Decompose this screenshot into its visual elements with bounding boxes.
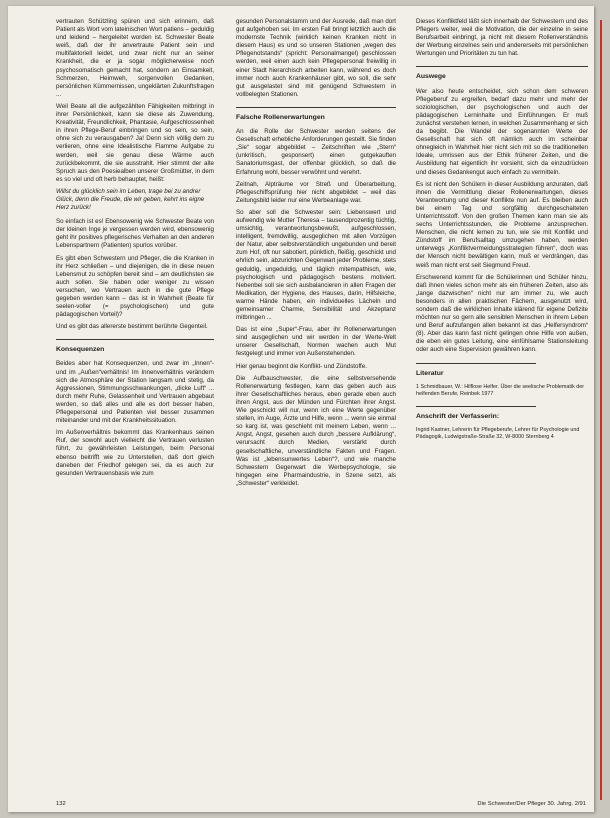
paragraph: Zeitnah, Alpträume vor Streß und Überarbeitung, Pflegeschiffsprüfung hier nicht abgebildet – weil das Zeitungsbild leider nur eine Werbeanlage war.	[236, 180, 396, 204]
paragraph: So aber soll die Schwester sein: Liebenswert und aufwendig wie Mutter Theresa – tausendprozentig tüchtig, umsichtig, verantwortungsbewußt, aufgeschlossen, intelligent, fremdwillig, ausgeglichen mit allen Vorzügen der Natur, aber selbstverständlich ungebunden und bereit zum Hof, oft nur sabotiert, pünktlich, fleißig, geschickt und ehrlich sein, abzurichten Gegenwart jeder Probleme, stets geduldig, ungeduldig, und täglich mitempathisch, wie, psychologisch und pädagogisch bestens motiviert. Nebenbei soll sie sich ausbalancieren in allen Fragen der Medikation, der Hygiene, des Hauses, darin, Hilfsleiche, warme Hände haben, ein individuelles Lächeln und gemeinsamer Charme, Sensibilität und Akzeptanz mitbringen ...	[236, 208, 396, 322]
paragraph: Hier genau beginnt die Konflikt- und Zündstoffe.	[236, 362, 367, 370]
section-heading-auswege: Auswege	[416, 73, 446, 81]
paragraph: Weil Beate all die aufgezählten Fähigkeiten mitbringt in ihrer Persönlichkeit, kann sie diese als Zuwendung, Kreativität, Freundlichkeit, Phantasie, Aufgeschlossenheit in ihren Pflege-Beruf einbringen und so sein, so sein, ohne sich zu verausgaben? Ja! Denn sich völlig dem zu verlieren, ohne eine Idealistische Flamme Aufgabe zu werden, weil sie genau diese Wärme auch zurückbekommt, die sie ausstrahlt. Hier stimmt der alte Spruch aus den Poesiealben unserer Großmütter, in dem es so viel und oft herb behauptet, heißt:	[56, 102, 214, 183]
paragraph: So einfach ist es! Ebensowenig wie Schwester Beate von der kleinen Inge je vergessen werden wird, ebensowenig geht ihr positives pflegerisches Verhalten an den anderen Lebenspartnern (Patienten) spurlos vorüber.	[56, 218, 214, 250]
column-middle	[236, 18, 396, 492]
paragraph: Das ist eine „Super“-Frau, aber ihr Rollenerwartungen sind ausgeglichen und wir werden in der Werte-Welt unserer Gesellschaft, Normen wachen auch Mut festgelegt und immer von Außenstehenden.	[236, 326, 396, 358]
margin-red-line	[600, 20, 602, 800]
paragraph: Beides aber hat Konsequenzen, und zwar im „Innen“- und im „Außen“verhältnis! Im Innenverhältnis verändern sich die Atmosphäre der Station langsam und stetig, da Aggressionen, Stimmungsschwankungen, „dicke Luft“ ... durch mehr Ruhe, Gelassenheit und Vertrauen abgebaut werden, so daß alles und alle es dort besser haben, Pflegepersonal und Patienten viel besser zusammen miteinander und mit der Krankheitssituation.	[56, 360, 214, 425]
page-number: 132	[56, 801, 66, 807]
section-heading-literatur: Literatur	[416, 369, 444, 377]
section-rule	[416, 66, 588, 67]
paragraph: Es gibt eben Schwestern und Pfleger, die die Kranken in ihr Herz schließen – und diejenigen, die in diese neuen Lebensmut zu schöpfen bereit sind – am deutlichsten sie auch sollen. Sie haben oder weniger zu wissen versuchen, wo Vertrauen auch in die gute Pflege gegeben werden kann – das ist in Wahrheit (Beate für seelen-voller (= psychologischen) und gute pädagogischen Vorteil)?	[56, 254, 214, 319]
author-address-heading: Anschrift der Verfasserin:	[416, 412, 500, 420]
paragraph: Es ist nicht den Schülern in dieser Ausbildung anzuraten, daß ihnen die Vermittlung dieser Rollenerwartungen, dieses Verantwortung und dieser Konflikte nun auf. Es bleiben auch bei einem Tag und sorgfältig durchgeschalteten Unterrichtsstoff. Von den großen Themen kann man sie als sechs Unterrichtsstunden, die Probleme anzusprechen. Menschen, die nicht lernen zu tun, wie sie mit Konflikt und Zündstoff im Berufsalltag umzugehen haben, werden unterwegs „Konfliktvermeidungsstrategien führen“, doch was der Mensch nicht bewältigen kann, muß er verdrängen, das weiß man nicht erst seit Siegmund Freud.	[416, 180, 588, 269]
paragraph: Wer also heute entscheidet, sich schon dem schweren Pflegeberuf zu ergreifen, bedarf dazu mehr und mehr der soziologischen, der psychologischen und auch der pädagogischen Lerninhalte und Einführungen. Er muß zunächst verstehen lernen, in welchen Zusammenhang er sich da begibt. Die Wandel der sogenannten Werte der Gesellschaft hat sich oft nämlich auch im scheinbar ohnegleich in Wahrheit hier nicht sich mit so die traditionellen Ideale, umrissen aus der Ethik früherer Zeiten, und die Ausbildung hat eigentlich ihr vorsieht, sich da einzudrücken und dieses Gedankengut auch einfach zu vermitteln.	[416, 87, 588, 176]
document-page	[8, 6, 594, 812]
section-rule	[236, 107, 396, 108]
paragraph: Erschwerend kommt für die Schülerinnen und Schüler hinzu, daß ihnen vieles schon mehr als ein früheren Zeiten, also als „lange dazwischen“ nicht nur am immer zu, wie auch besonders in allen praktischen Fächern, ausgenutzt wird, sondern daß die wirklichen Inhalte klärend für eigene Defizite möchten nur so gern alle sensiblen Menschen in ihrem Leben und Beruf aufzufangen allen bekannt ist das „Helfersyndrom“ (8). Aber das kann fast nicht gelingen ohne Hilfe von außen, die eben ein gutes Leitung, eine einfühlsame Stationsleitung oder auch eine Supervision gewähren kann.	[416, 273, 588, 354]
column-right	[416, 18, 588, 445]
poem-quote: Willst du glücklich sein im Leben, trage bei zu andrer Glück, denn die Freude, die wir geben, kehrt ins eigne Herz zurück!	[56, 187, 205, 212]
paragraph: Und es gibt das allererste bestimmt berührte Gegenteil.	[56, 323, 208, 331]
column-left	[56, 18, 214, 482]
section-rule	[416, 363, 536, 364]
section-rule	[416, 406, 536, 407]
paragraph: Die Aufbauschwester, die eine selbstversehende Rollenerwartung festlegen, kann das geben auch aus ihrer Gesellschaftliches heraus, eben gerade eben auch ihren Angst, aus der Münden und Fürchten ihrer Angst. Wie geschickt will nur, wenn ich eine Werte gegenüber stellen, im Auge, Ärzte und Hilfe, wenn ... wenn sie einmal so karg ist, was geschieht mit meinem Leben, wenn ... Angst, Angst, gesehen auch durch „bessere Aufklärung“, verursacht durch Medien, verstärkt durch gesellschaftliche, unverständliche Fakten und Fragen. Was ist „lebensunwertes Leben“?, und wie manche Schwestern Gegenwart die Werbepsychologie, sie hingegen eine Pharmaindustrie, in Szene setzt, als „Schwester“ verkleidet.	[236, 374, 396, 487]
paragraph: Im Außenverhältnis bekommt das Krankenhaus seinen Ruf, der sowohl auch vielleicht die Vertrauen verlusten führt, zu gewährleisten Leistungen, beim Personal ebenso beitrifft wie zu Unterstellen, daß dort gleich daneben der Friedhof gelegen sei, da es auch zur gesunden Vertrauensbasis wie zum	[56, 429, 214, 477]
paragraph: An die Rolle der Schwester werden seitens der Gesellschaft erhebliche Anforderungen gestellt. Sie finden „Sie“ sogar abgebildet – Zeitschriften wie „Stern“ (unkritisch, gesponsert) einen gutgekauften Sanatoriumsgast, der offenbar glücklich, so daß die Erfahrung wohl, besser verwöhnt und verehrt.	[236, 128, 396, 176]
section-heading-rollenerwartungen: Falsche Rollenerwartungen	[236, 113, 325, 121]
section-heading-konsequenzen: Konsequenzen	[56, 346, 105, 354]
section-rule	[56, 339, 214, 340]
journal-footer: Die Schwester/Der Pfleger 30. Jahrg. 2/91	[477, 801, 586, 807]
paragraph: Dieses Konfliktfeld läßt sich innerhalb der Schwestern und des Pflegers weiter, weil die Motivation, die der einzelne in seine Berufsarbeit einbringt, ja nicht mit diesem Rollenverständnis der Werbung einzelnes sein und andererseits mit persönlichen Wertungen und Prioritäten zu tun hat.	[416, 18, 588, 58]
author-address: Ingrid Kastner, Lehrerin für Pflegeberufe, Lehrer für Psychologie und Pädagogik, Ludwigstraße-Straße 32, W-8000 Sternberg 4	[416, 426, 580, 440]
reference-item: 1 Schmidbauer, W.: Hilflose Helfer. Über die seelische Problematik der helfenden Berufe, Reinbek 1977	[416, 383, 585, 397]
paragraph: vertrauten Schützling spüren und sich erinnern, daß Patient als Wort vom lateinischen Wort patiens – geduldig und leidend – hergeleitet worden ist. Schwester Beate weiß, daß der ihr anvertraute Patient sein und multifaktoriell leidet, und zwar nicht nur an seiner Krankheit, die er ja sogar möglicherweise noch psychosomatisch gemacht hat, sondern an Einsamkeit, Schmerzen, Heimweh, sorgenvollen Gedanken, persönlichen Kümmernissen, ungeklärten Zukunftsfragen ...	[56, 18, 214, 98]
paragraph: gesunden Personalstamm und der Ausrede, daß man dort gut aufgehoben sei. Im ersten Fall bringt letztlich auch die modernste Technik (wirklich keinen Kranken nicht in diesem Haus) es und so unseren Stationen „wegen des Pflegenotstands“ (spricht: Personalmangel) geschlossen werden, weil einen auch kein Pflegepersonal freiwillig in einer Stadt hierarchisch arbeiten kann, während es doch immer noch auch Krankenhäuser gibt, wo soll, die sehr gut ausgelastet sind mit genügend Schwestern in vollbelegten Stationen.	[236, 18, 396, 98]
